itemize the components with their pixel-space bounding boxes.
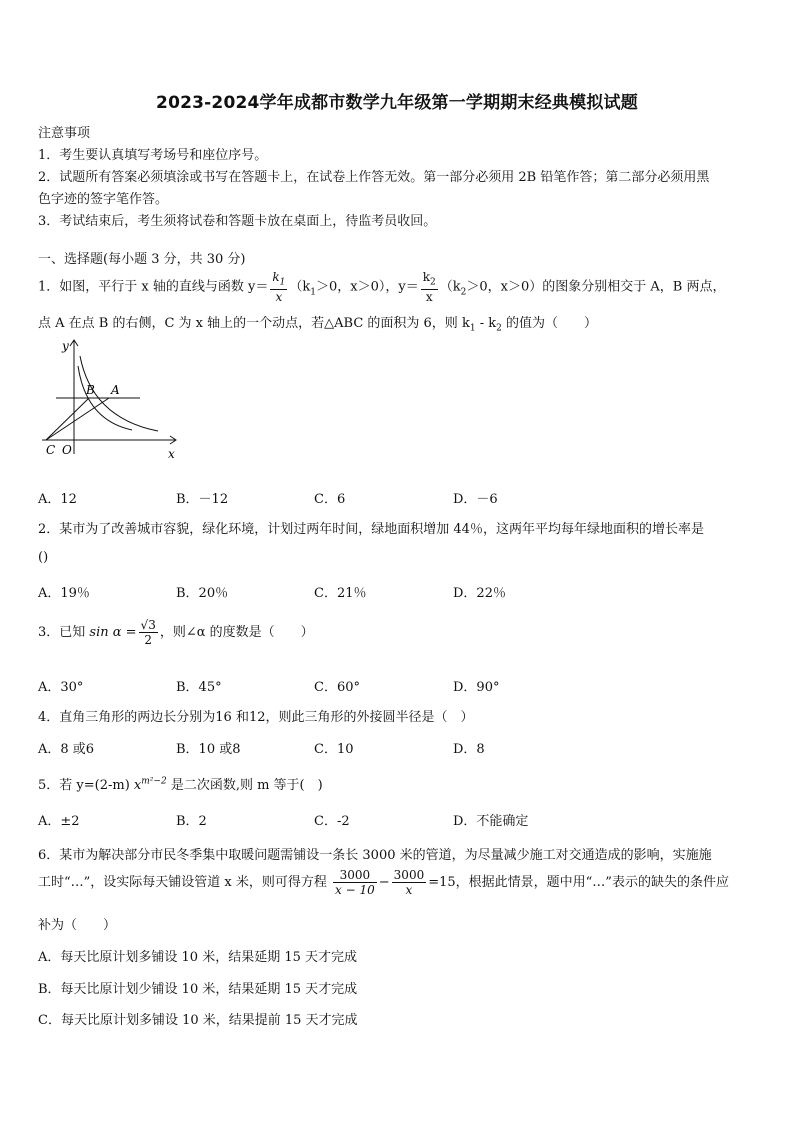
q1-option-b: B．－12 bbox=[176, 492, 229, 507]
q6-option-a: A．每天比原计划多铺设 10 米，结果延期 15 天才完成 bbox=[38, 950, 358, 965]
q3-option-c: C．60° bbox=[314, 680, 360, 695]
q4-option-a: A．8 或6 bbox=[38, 742, 95, 757]
fraction-k2-over-x: $\frac{k_2}{x}$ bbox=[422, 270, 436, 305]
q6-line3: 补为（ ） bbox=[38, 918, 117, 933]
notice-item: 1．考生要认真填写考场号和座位序号。 bbox=[38, 148, 268, 163]
page-title: 2023-2024学年成都市数学九年级第一学期期末经典模拟试题 bbox=[156, 93, 638, 113]
label-y: y bbox=[62, 339, 69, 353]
q5-option-b: B．2 bbox=[176, 814, 207, 829]
label-x: x bbox=[168, 447, 175, 461]
q1-line2: 点 A 在点 B 的右侧，C 为 x 轴上的一个动点，若△ABC 的面积为 6，则 $k_1 - k_2$ 的值为（ ） bbox=[38, 316, 597, 334]
q1-line1: 1．如图，平行于 x 轴的直线与函数 y＝ $\frac{k_1}{x}$ （$k_1>0$，x＞0），y＝ $\frac{k_2}{x}$ （$k_2>0$，x＞0）的图象分别相交于 A，B 两点， bbox=[38, 270, 726, 305]
q5-option-d: D．不能确定 bbox=[453, 814, 529, 829]
fraction-3000-over-x-minus-10: $\frac{3000}{x - 10}$ bbox=[335, 868, 375, 897]
notice-item: 3．考试结束后，考生须将试卷和答题卡放在桌面上，待监考员收回。 bbox=[38, 214, 437, 229]
q5-option-c: C．-2 bbox=[314, 814, 350, 829]
fraction-3000-over-x: $\frac{3000}{x}$ bbox=[393, 868, 425, 897]
q1-option-c: C．6 bbox=[314, 492, 346, 507]
q3-option-d: D．90° bbox=[453, 680, 500, 695]
q2-option-d: D．22％ bbox=[453, 586, 506, 601]
label-C: C bbox=[46, 443, 56, 457]
segment-CA bbox=[46, 398, 109, 440]
fraction-k1-over-x: $\frac{k_1}{x}$ bbox=[272, 270, 286, 305]
q4-line: 4．直角三角形的两边长分别为16 和12，则此三角形的外接圆半径是（ ） bbox=[38, 710, 474, 725]
label-A: A bbox=[111, 383, 120, 397]
q5-line: 5．若 y=(2-m) $x^{m^2-2}$ 是二次函数,则 m 等于( ) bbox=[38, 776, 323, 793]
q3-line: 3．已知 sin α = $\frac{√3}{2}$ ，则∠α 的度数是（ ） bbox=[38, 618, 314, 647]
q4-option-c: C．10 bbox=[314, 742, 354, 757]
segment-CB bbox=[46, 398, 89, 440]
q3-option-b: B．45° bbox=[176, 680, 222, 695]
q2-line1: 2．某市为了改善城市容貌，绿化环境，计划过两年时间，绿地面积增加 44％，这两年平均每年绿地面积的增长率是 bbox=[38, 522, 704, 537]
notice-heading: 注意事项 bbox=[38, 126, 91, 141]
q2-line2: () bbox=[38, 550, 49, 565]
q2-option-a: A．19％ bbox=[38, 586, 90, 601]
q4-option-b: B．10 或8 bbox=[176, 742, 241, 757]
notice-item: 色字迹的签字笔作答。 bbox=[38, 192, 169, 207]
q5-option-a: A．±2 bbox=[38, 814, 80, 829]
section-heading: 一、选择题(每小题 3 分，共 30 分) bbox=[38, 252, 246, 267]
q6-line2: 工时“…”，设实际每天铺设管道 x 米，则可得方程 $\frac{3000}{x - 10}$ − $\frac{3000}{x}$ =15，根据此情景，题中用“…”表示的缺失的条件应 bbox=[38, 868, 729, 897]
q1-option-d: D．－6 bbox=[453, 492, 498, 507]
q6-line1: 6．某市为解决部分市民冬季集中取暖问题需铺设一条长 3000 米的管道，为尽量减少施工对交通造成的影响，实施施 bbox=[38, 848, 712, 863]
label-O: O bbox=[62, 443, 72, 457]
q1-option-a: A．12 bbox=[38, 492, 77, 507]
notice-item: 2．试题所有答案必须填涂或书写在答题卡上，在试卷上作答无效。第一部分必须用 2B 铅笔作答；第二部分必须用黑 bbox=[38, 170, 710, 185]
q6-option-b: B．每天比原计划少铺设 10 米，结果延期 15 天才完成 bbox=[38, 982, 358, 997]
q1-figure bbox=[40, 336, 185, 461]
q3-option-a: A．30° bbox=[38, 680, 84, 695]
q6-option-c: C．每天比原计划多铺设 10 米，结果提前 15 天才完成 bbox=[38, 1013, 358, 1028]
q2-option-b: B．20％ bbox=[176, 586, 229, 601]
q4-option-d: D．8 bbox=[453, 742, 485, 757]
q2-option-c: C．21％ bbox=[314, 586, 367, 601]
label-B: B bbox=[86, 383, 95, 397]
fraction-sqrt3-over-2: $\frac{√3}{2}$ bbox=[140, 618, 156, 647]
